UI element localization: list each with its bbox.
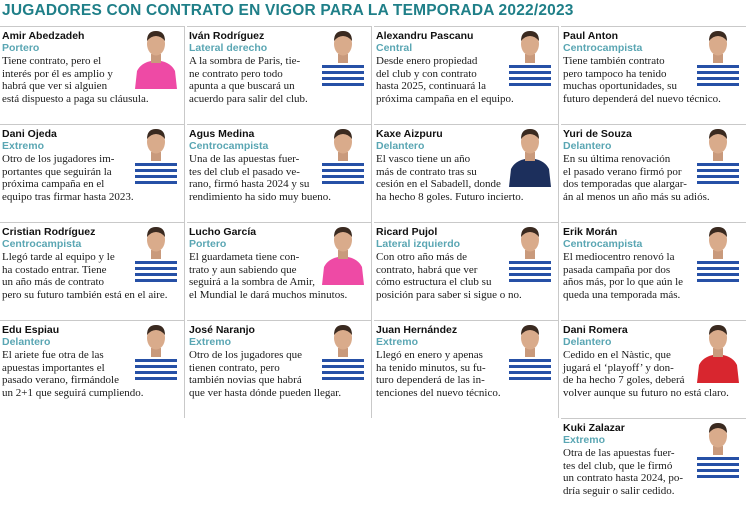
player-photo xyxy=(318,125,368,187)
player-position: Centrocampista xyxy=(563,238,643,250)
description-line: pero tampoco ha tenido xyxy=(563,67,667,80)
description-line: portantes que seguirán la xyxy=(2,165,112,178)
player-photo xyxy=(693,321,743,383)
player-name: Agus Medina xyxy=(189,128,255,140)
description-line: de ha hecho 7 goles, deberá xyxy=(563,374,685,387)
description-line: cómo estructura el club su xyxy=(376,276,492,289)
description-line: próxima campaña en el xyxy=(2,178,105,191)
description-line: tes del club, que le firmó xyxy=(563,459,673,472)
description-line: Desde enero propiedad xyxy=(376,55,478,67)
description-line: próxima campaña en el equipo. xyxy=(376,92,514,105)
description-line: un 2+1 que seguirá cumpliendo. xyxy=(2,386,144,399)
description-line: Llegó en enero y apenas xyxy=(376,349,483,361)
description-line: ha costado entrar. Tiene xyxy=(2,263,107,276)
description-line: apuestas importantes el xyxy=(2,361,105,374)
player-photo xyxy=(693,125,743,187)
player-position: Extremo xyxy=(2,140,45,152)
description-line: está dispuesto a paga su cláusula. xyxy=(2,92,149,105)
description-line: un año más de contrato xyxy=(2,276,105,289)
player-position: Central xyxy=(376,42,413,54)
description-line: apunta a que buscará un xyxy=(189,80,295,93)
player-photo xyxy=(505,125,555,187)
description-line: Tiene contrato, pero el xyxy=(2,55,102,67)
player-position: Extremo xyxy=(376,336,419,348)
description-line: futuro dependerá del nuevo técnico. xyxy=(563,92,721,105)
description-line: pasada campaña por dos xyxy=(563,263,671,276)
player-position: Portero xyxy=(2,42,40,54)
player-photo xyxy=(693,27,743,89)
description-line: Tiene también contrato xyxy=(563,55,665,67)
player-position: Portero xyxy=(189,238,227,250)
description-line: habrá que ver si alguien xyxy=(2,80,108,93)
player-position: Centrocampista xyxy=(2,238,82,250)
player-position: Extremo xyxy=(563,434,606,446)
description-line: contrato, habrá que ver xyxy=(376,263,478,276)
player-card xyxy=(561,418,746,507)
player-card xyxy=(187,124,372,222)
player-card xyxy=(561,124,746,222)
player-photo xyxy=(693,419,743,481)
description-line: Otro de los jugadores im- xyxy=(2,153,115,165)
player-name: Kuki Zalazar xyxy=(563,422,625,434)
description-line: rendimiento ha sido muy bueno. xyxy=(189,190,332,203)
description-line: pasado verano, firmándole xyxy=(2,374,119,387)
player-name: Amir Abedzadeh xyxy=(2,30,85,42)
player-photo xyxy=(693,223,743,285)
description-line: queda una temporada más. xyxy=(563,288,681,301)
player-name: Iván Rodríguez xyxy=(189,30,265,42)
player-card xyxy=(0,26,185,124)
player-name: Juan Hernández xyxy=(376,324,458,336)
player-photo xyxy=(318,321,368,383)
player-photo xyxy=(131,125,181,187)
player-position: Lateral izquierdo xyxy=(376,238,461,250)
description-line: El guardameta tiene con- xyxy=(189,251,300,263)
description-line: el Mundial le dará muchos minutos. xyxy=(189,288,348,301)
players-grid xyxy=(0,26,750,507)
description-line: cesión en el Sabadell, donde xyxy=(376,178,501,191)
description-line: Llegó tarde al equipo y le xyxy=(2,251,115,263)
description-line: que ver hasta dónde pueden llegar. xyxy=(189,386,342,399)
description-line: también novias que habrá xyxy=(189,374,302,387)
player-name: Lucho García xyxy=(189,226,257,238)
description-line: años más, por lo que aún le xyxy=(563,276,684,289)
player-card xyxy=(561,222,746,320)
player-position: Centrocampista xyxy=(189,140,269,152)
player-name: Dani Ojeda xyxy=(2,128,57,140)
player-card xyxy=(374,124,559,222)
description-line: A la sombra de Paris, tie- xyxy=(189,55,301,67)
description-line: El vasco tiene un año xyxy=(376,153,471,165)
player-name: Ricard Pujol xyxy=(376,226,438,238)
player-photo xyxy=(318,223,368,285)
player-name: Edu Espiau xyxy=(2,324,60,336)
player-position: Delantero xyxy=(563,336,612,348)
player-name: Cristian Rodríguez xyxy=(2,226,96,238)
description-line: interés por él es amplio y xyxy=(2,67,113,80)
player-photo xyxy=(505,321,555,383)
description-line: acuerdo para salir del club. xyxy=(189,92,308,105)
description-line: En su última renovación xyxy=(563,153,671,165)
player-position: Centrocampista xyxy=(563,42,643,54)
description-line: muchas oportunidades, su xyxy=(563,80,677,93)
description-line: ha hecho 8 goles. Futuro incierto. xyxy=(376,190,524,203)
description-line: dría seguir o salir cedido. xyxy=(563,484,675,497)
player-card xyxy=(374,26,559,124)
player-name: Erik Morán xyxy=(563,226,618,238)
description-line: pero su futuro también está en el aire. xyxy=(2,288,168,301)
player-card xyxy=(0,124,185,222)
description-line: tenciones del nuevo técnico. xyxy=(376,386,501,399)
player-name: Yuri de Souza xyxy=(563,128,632,140)
player-card xyxy=(187,26,372,124)
player-photo xyxy=(131,321,181,383)
description-line: trato y aun sabiendo que xyxy=(189,263,297,276)
description-line: del club y con contrato xyxy=(376,67,477,80)
player-photo xyxy=(131,223,181,285)
player-card xyxy=(187,222,372,320)
description-line: seguirá a la sombra de Amir, xyxy=(189,276,316,289)
description-line: tes del club el pasado ve- xyxy=(189,165,300,178)
description-line: un contrato hasta 2024, po- xyxy=(563,472,684,485)
player-name: Kaxe Aizpuru xyxy=(376,128,443,140)
player-name: Dani Romera xyxy=(563,324,628,336)
player-position: Lateral derecho xyxy=(189,42,268,54)
player-position: Delantero xyxy=(563,140,612,152)
description-line: el pasado verano firmó por xyxy=(563,165,682,178)
description-line: Cedido en el Nàstic, que xyxy=(563,349,671,361)
player-photo xyxy=(318,27,368,89)
description-line: Otro de los jugadores que xyxy=(189,349,303,361)
player-photo xyxy=(505,223,555,285)
description-line: equipo tras firmar hasta 2023. xyxy=(2,190,134,203)
description-line: hasta 2025, continuará la xyxy=(376,80,486,93)
player-photo xyxy=(505,27,555,89)
player-card xyxy=(0,320,185,418)
player-name: Alexandru Pascanu xyxy=(376,30,474,42)
player-position: Extremo xyxy=(189,336,232,348)
description-line: ne contrato pero todo xyxy=(189,67,283,80)
description-line: rano, firmó hasta 2024 y su xyxy=(189,178,310,191)
description-line: El mediocentro renovó la xyxy=(563,251,675,263)
page-title: JUGADORES CON CONTRATO EN VIGOR PARA LA TEMPORADA 2022/2023 xyxy=(2,2,574,19)
description-line: án al menos un año más su adiós. xyxy=(563,190,710,203)
description-line: Con otro año más de xyxy=(376,251,468,263)
description-line: turo dependerá de las in- xyxy=(376,374,485,387)
description-line: tienen contrato, pero xyxy=(189,361,280,374)
description-line: El ariete fue otra de las xyxy=(2,349,104,361)
player-name: José Naranjo xyxy=(189,324,255,336)
description-line: ha tenido minutos, su fu- xyxy=(376,361,486,374)
player-card xyxy=(561,320,746,418)
description-line: volver aunque su futuro no está claro. xyxy=(563,386,729,399)
description-line: más de contrato tras su xyxy=(376,165,477,178)
player-card xyxy=(0,222,185,320)
description-line: jugará el ‘playoff’ y don- xyxy=(563,361,674,374)
player-card xyxy=(374,320,559,418)
player-name: Paul Anton xyxy=(563,30,619,42)
description-line: posición para saber si sigue o no. xyxy=(376,288,522,301)
player-card xyxy=(374,222,559,320)
player-card xyxy=(561,26,746,124)
player-position: Delantero xyxy=(376,140,425,152)
player-position: Delantero xyxy=(2,336,51,348)
player-card xyxy=(187,320,372,418)
player-photo xyxy=(131,27,181,89)
description-line: Una de las apuestas fuer- xyxy=(189,153,300,165)
description-line: dos temporadas que alargar- xyxy=(563,178,687,191)
description-line: Otra de las apuestas fuer- xyxy=(563,447,675,459)
